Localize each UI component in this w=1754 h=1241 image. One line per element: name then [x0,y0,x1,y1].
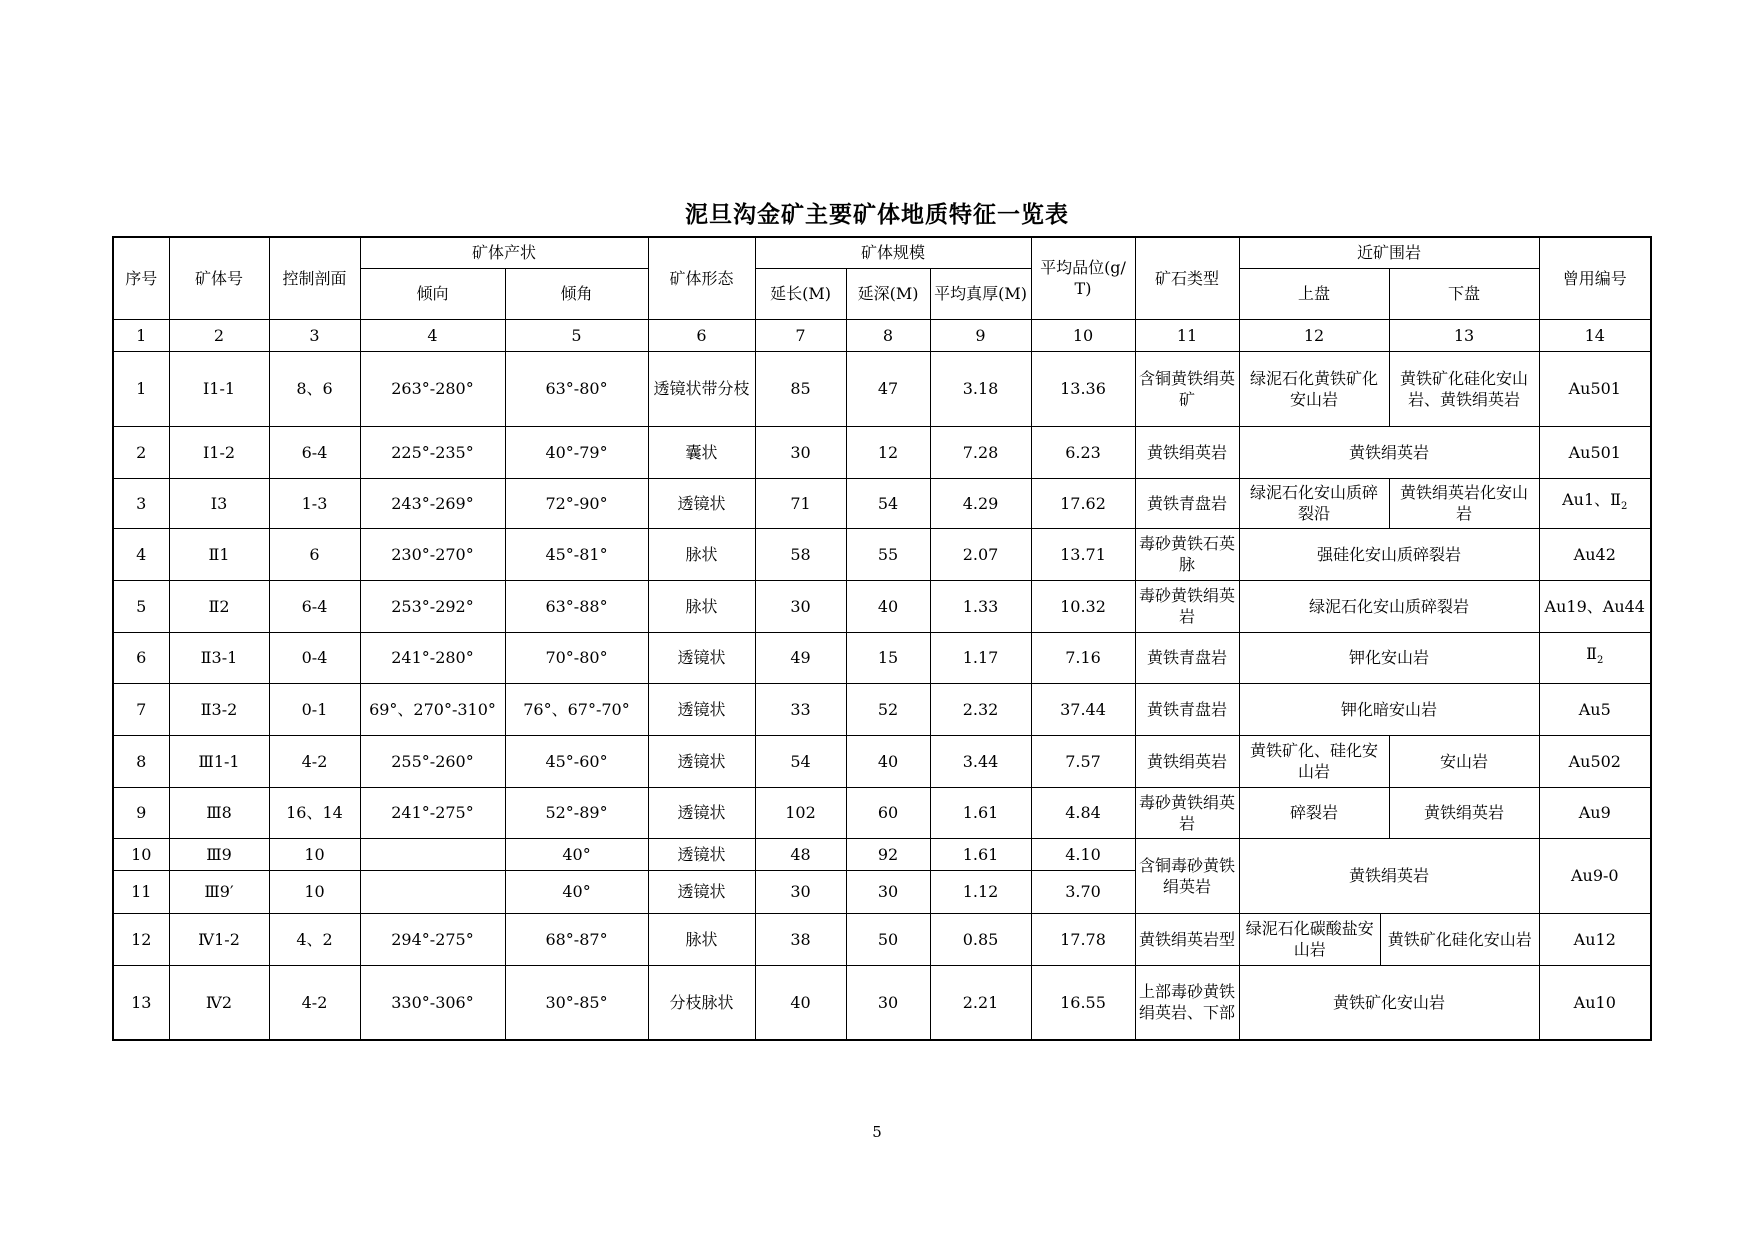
cell-form: 透镜状 [648,787,755,838]
cell-ore-body: Ⅲ8 [169,787,269,838]
cell-form: 透镜状 [648,632,755,683]
cell-true-thickness: 1.12 [930,870,1031,913]
cell-dip-angle: 30°-85° [505,965,648,1040]
cell-form: 透镜状 [648,838,755,870]
cell-grade: 10.32 [1031,580,1135,632]
cell-ore-type: 含铜毒砂黄铁绢英岩 [1135,838,1239,913]
cell-dip-angle: 45°-81° [505,528,648,580]
cell-dip-angle: 70°-80° [505,632,648,683]
cell-dip-direction: 241°-275° [360,787,505,838]
cell-grade: 13.36 [1031,351,1135,426]
cell-former-no: $Ⅱ_2$ [1539,632,1651,683]
cell-seq: 10 [113,838,169,870]
cell-footwall: 黄铁绢英岩化安山岩 [1389,478,1539,528]
cell-wall-rock: 强硅化安山质碎裂岩 [1239,528,1539,580]
cell-ore-type: 黄铁青盘岩 [1135,683,1239,735]
cell-seq: 12 [113,913,169,965]
cell-grade: 3.70 [1031,870,1135,913]
cell-ore-body: Ⅱ3-2 [169,683,269,735]
subscript: 2 [1621,501,1628,513]
cell-true-thickness: 3.44 [930,735,1031,787]
cell-grade: 4.10 [1031,838,1135,870]
cell-ore-type: 毒砂黄铁绢英岩 [1135,580,1239,632]
cell-true-thickness: 7.28 [930,426,1031,478]
cell-hanging: 绿泥石化黄铁矿化安山岩 [1239,351,1389,426]
cell-true-thickness: 1.61 [930,838,1031,870]
cell-wall-rock: 黄铁绢英岩 [1239,426,1539,478]
cell-form: 透镜状 [648,683,755,735]
cell-true-thickness: 3.18 [930,351,1031,426]
cell-strike-length: 54 [755,735,846,787]
cell-strike-length: 58 [755,528,846,580]
cell-dip-direction: 253°-292° [360,580,505,632]
cell-wall-rock: 绿泥石化安山质碎裂岩 [1239,580,1539,632]
cell-dip-direction: 230°-270° [360,528,505,580]
cell-seq: 8 [113,735,169,787]
cell-control-section: 0-1 [269,683,360,735]
header-dip-angle: 倾角 [505,268,648,319]
table-row [113,426,1651,478]
cell-true-thickness: 2.07 [930,528,1031,580]
cell-form: 透镜状 [648,478,755,528]
table-row [113,632,1651,683]
column-number: 8 [846,319,930,351]
cell-control-section: 8、6 [269,351,360,426]
column-number: 9 [930,319,1031,351]
cell-form: 脉状 [648,528,755,580]
header-grade: 平均品位(g/T) [1031,237,1135,319]
cell-former-no: Au9-0 [1539,838,1651,913]
cell-control-section: 0-4 [269,632,360,683]
cell-control-section: 6-4 [269,580,360,632]
table-title: 泥旦沟金矿主要矿体地质特征一览表 [685,202,1069,228]
cell-control-section: 4-2 [269,965,360,1040]
page-number: 5 [872,1123,882,1141]
cell-strike-length: 102 [755,787,846,838]
cell-dip-extent: 55 [846,528,930,580]
cell-dip-angle: 40° [505,870,648,913]
column-number: 1 [113,319,169,351]
cell-grade: 17.78 [1031,913,1135,965]
table-row [113,478,1651,528]
cell-dip-extent: 47 [846,351,930,426]
cell-ore-body: Ⅳ1-2 [169,913,269,965]
cell-ore-type: 上部毒砂黄铁绢英岩、下部 [1135,965,1239,1040]
cell-dip-extent: 54 [846,478,930,528]
cell-seq: 4 [113,528,169,580]
cell-hanging: 绿泥石化安山质碎裂沿 [1239,478,1389,528]
cell-dip-direction: 241°-280° [360,632,505,683]
cell-grade: 16.55 [1031,965,1135,1040]
cell-grade: 37.44 [1031,683,1135,735]
cell-true-thickness: 2.21 [930,965,1031,1040]
cell-form: 分枝脉状 [648,965,755,1040]
cell-former-no: Au10 [1539,965,1651,1040]
cell-seq: 5 [113,580,169,632]
cell-grade: 6.23 [1031,426,1135,478]
cell-strike-length: 30 [755,580,846,632]
cell-control-section: 16、14 [269,787,360,838]
header-control-section: 控制剖面 [269,237,360,319]
cell-strike-length: 38 [755,913,846,965]
cell-true-thickness: 4.29 [930,478,1031,528]
cell-control-section: 6-4 [269,426,360,478]
cell-seq: 2 [113,426,169,478]
cell-dip-angle: 40°-79° [505,426,648,478]
cell-form: 透镜状 [648,735,755,787]
cell-ore-type: 黄铁绢英岩 [1135,735,1239,787]
cell-dip-extent: 60 [846,787,930,838]
cell-ore-type: 毒砂黄铁绢英岩 [1135,787,1239,838]
table-row [113,838,1651,870]
cell-seq: 13 [113,965,169,1040]
cell-former-no: Au501 [1539,351,1651,426]
cell-dip-angle: 52°-89° [505,787,648,838]
column-number: 12 [1239,319,1389,351]
cell-dip-direction [360,870,505,913]
column-number: 4 [360,319,505,351]
subscript: 2 [1597,655,1604,667]
table-row [113,965,1651,1040]
column-number-row [113,319,1651,351]
column-number: 14 [1539,319,1651,351]
header-dip-direction: 倾向 [360,268,505,319]
cell-dip-angle: 72°-90° [505,478,648,528]
cell-dip-angle: 45°-60° [505,735,648,787]
table-row [113,528,1651,580]
cell-dip-extent: 92 [846,838,930,870]
cell-form: 透镜状带分枝 [648,351,755,426]
cell-ore-type: 黄铁青盘岩 [1135,478,1239,528]
cell-wall-rock: 黄铁绢英岩 [1239,838,1539,913]
cell-dip-direction [360,838,505,870]
cell-footwall: 黄铁矿化硅化安山岩、黄铁绢英岩 [1389,351,1539,426]
cell-control-section: 1-3 [269,478,360,528]
header-seq: 序号 [113,237,169,319]
cell-control-section: 4、2 [269,913,360,965]
cell-grade: 4.84 [1031,787,1135,838]
table-row [113,913,1651,965]
cell-true-thickness: 1.17 [930,632,1031,683]
cell-ore-body: Ⅰ1-1 [169,351,269,426]
column-number: 10 [1031,319,1135,351]
cell-dip-direction: 294°-275° [360,913,505,965]
cell-seq: 9 [113,787,169,838]
column-number: 2 [169,319,269,351]
cell-form: 囊状 [648,426,755,478]
cell-ore-type: 含铜黄铁绢英矿 [1135,351,1239,426]
header-ore-body: 矿体号 [169,237,269,319]
column-number: 7 [755,319,846,351]
cell-dip-angle: 63°-80° [505,351,648,426]
cell-strike-length: 71 [755,478,846,528]
cell-control-section: 6 [269,528,360,580]
cell-ore-body: Ⅱ3-1 [169,632,269,683]
cell-grade: 7.16 [1031,632,1135,683]
cell-wall-rock-split [1239,913,1539,965]
column-number: 6 [648,319,755,351]
cell-form: 脉状 [648,913,755,965]
header-strike-length: 延长(M) [755,268,846,319]
cell-ore-body: Ⅰ3 [169,478,269,528]
cell-dip-direction: 263°-280° [360,351,505,426]
cell-former-no: Au12 [1539,913,1651,965]
cell-dip-direction: 255°-260° [360,735,505,787]
cell-dip-direction: 69°、270°-310° [360,683,505,735]
cell-true-thickness: 0.85 [930,913,1031,965]
cell-dip-angle: 63°-88° [505,580,648,632]
cell-ore-body: Ⅳ2 [169,965,269,1040]
cell-ore-body: Ⅱ2 [169,580,269,632]
table-row [113,787,1651,838]
cell-seq: 1 [113,351,169,426]
header-former-no: 曾用编号 [1539,237,1651,319]
cell-grade: 17.62 [1031,478,1135,528]
cell-wall-rock: 黄铁矿化安山岩 [1239,965,1539,1040]
cell-strike-length: 30 [755,870,846,913]
table-row [113,735,1651,787]
cell-ore-body: Ⅲ1-1 [169,735,269,787]
cell-dip-angle: 68°-87° [505,913,648,965]
cell-grade: 7.57 [1031,735,1135,787]
cell-dip-extent: 15 [846,632,930,683]
cell-dip-extent: 40 [846,735,930,787]
cell-hanging: 碎裂岩 [1239,787,1389,838]
cell-seq: 6 [113,632,169,683]
cell-true-thickness: 1.33 [930,580,1031,632]
cell-dip-extent: 30 [846,965,930,1040]
header-dip-extent: 延深(M) [846,268,930,319]
cell-former-no: Au9 [1539,787,1651,838]
cell-dip-extent: 52 [846,683,930,735]
cell-ore-body: Ⅲ9 [169,838,269,870]
header-wall-rock: 近矿围岩 [1239,237,1539,268]
cell-control-section: 4-2 [269,735,360,787]
ore-body-table [112,236,1652,1041]
cell-dip-angle: 76°、67°-70° [505,683,648,735]
cell-former-no: Au5 [1539,683,1651,735]
cell-dip-direction: 330°-306° [360,965,505,1040]
cell-ore-body: Ⅱ1 [169,528,269,580]
cell-footwall: 黄铁矿化硅化安山岩 [1387,929,1532,949]
cell-ore-body: Ⅰ1-2 [169,426,269,478]
cell-wall-rock: 钾化安山岩 [1239,632,1539,683]
cell-strike-length: 48 [755,838,846,870]
cell-control-section: 10 [269,870,360,913]
cell-hanging: 黄铁矿化、硅化安山岩 [1239,735,1389,787]
column-number: 3 [269,319,360,351]
column-number: 13 [1389,319,1539,351]
cell-dip-direction: 225°-235° [360,426,505,478]
cell-ore-type: 黄铁绢英岩 [1135,426,1239,478]
cell-strike-length: 85 [755,351,846,426]
cell-grade: 13.71 [1031,528,1135,580]
cell-dip-extent: 40 [846,580,930,632]
header-occurrence: 矿体产状 [360,237,648,268]
cell-strike-length: 30 [755,426,846,478]
table-row [113,580,1651,632]
header-true-thickness: 平均真厚(M) [930,268,1031,319]
column-number: 11 [1135,319,1239,351]
column-number: 5 [505,319,648,351]
cell-ore-type: 黄铁青盘岩 [1135,632,1239,683]
cell-dip-direction: 243°-269° [360,478,505,528]
cell-dip-extent: 12 [846,426,930,478]
cell-control-section: 10 [269,838,360,870]
cell-seq: 3 [113,478,169,528]
table-row [113,351,1651,426]
header-footwall: 下盘 [1389,268,1539,319]
cell-seq: 7 [113,683,169,735]
header-hanging: 上盘 [1239,268,1389,319]
cell-dip-extent: 50 [846,913,930,965]
cell-dip-angle: 40° [505,838,648,870]
table-row [113,683,1651,735]
cell-former-no: Au501 [1539,426,1651,478]
cell-true-thickness: 2.32 [930,683,1031,735]
cell-footwall: 黄铁绢英岩 [1389,787,1539,838]
header-ore-type: 矿石类型 [1135,237,1239,319]
cell-former-no: Au19、Au44 [1539,580,1651,632]
cell-ore-type: 毒砂黄铁石英脉 [1135,528,1239,580]
cell-ore-type: 黄铁绢英岩型 [1135,913,1239,965]
cell-former-no: Au502 [1539,735,1651,787]
cell-former-no: Au42 [1539,528,1651,580]
cell-dip-extent: 30 [846,870,930,913]
cell-wall-rock: 钾化暗安山岩 [1239,683,1539,735]
cell-seq: 11 [113,870,169,913]
cell-strike-length: 49 [755,632,846,683]
cell-footwall: 安山岩 [1389,735,1539,787]
cell-form: 脉状 [648,580,755,632]
cell-hanging: 绿泥石化碳酸盐安山岩 [1240,914,1381,965]
cell-strike-length: 40 [755,965,846,1040]
cell-form: 透镜状 [648,870,755,913]
cell-strike-length: 33 [755,683,846,735]
header-form: 矿体形态 [648,237,755,319]
cell-ore-body: Ⅲ9′ [169,870,269,913]
cell-true-thickness: 1.61 [930,787,1031,838]
cell-former-no: Au1、$Ⅱ_2$ [1539,478,1651,528]
header-scale: 矿体规模 [755,237,1031,268]
